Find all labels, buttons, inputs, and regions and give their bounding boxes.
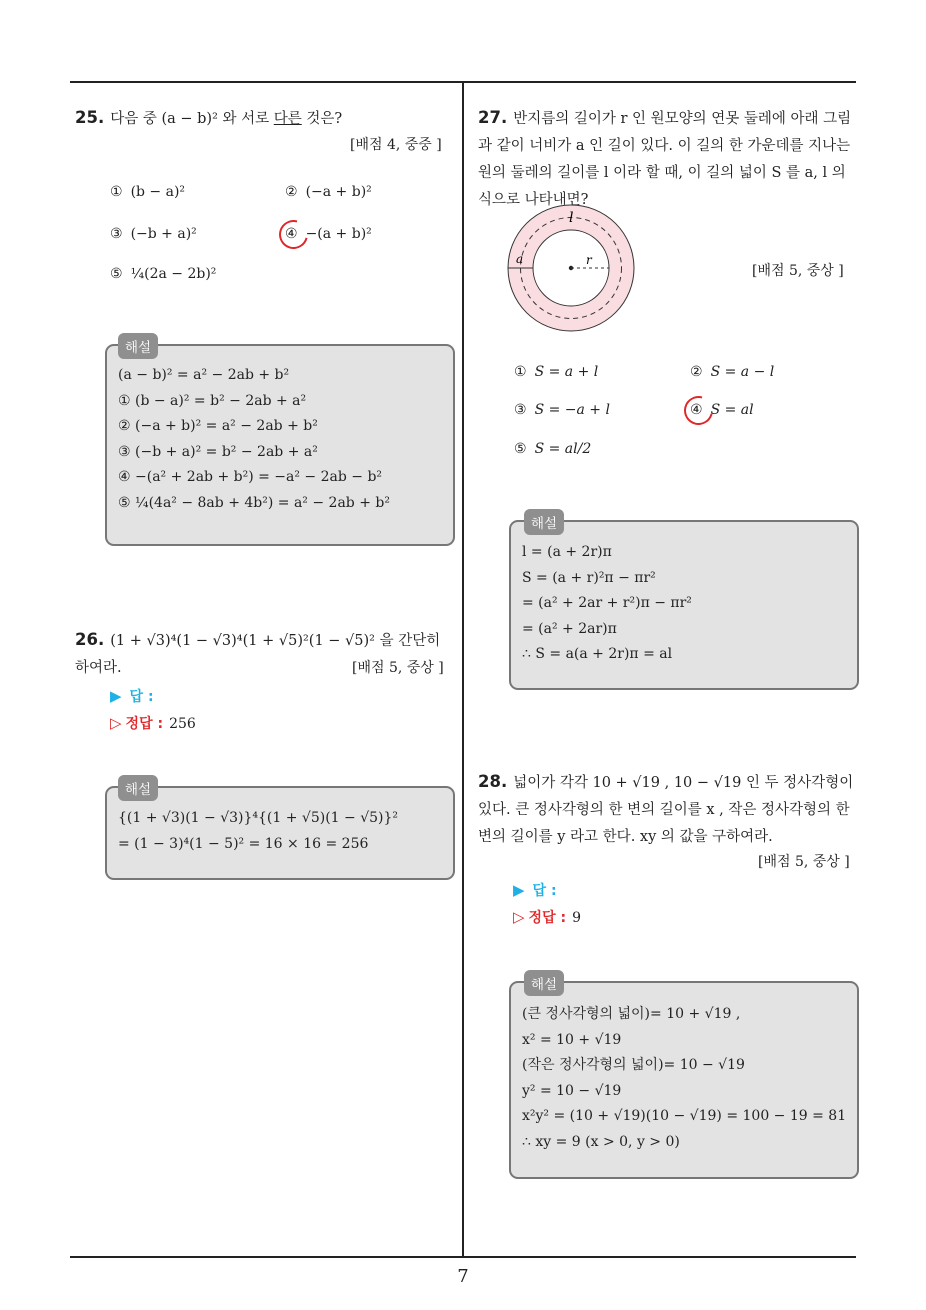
- solution-line: ⑤ ¼(4a² − 8ab + 4b²) = a² − 2ab + b²: [118, 494, 390, 511]
- solution-line: ∴ S = a(a + 2r)π = al: [522, 646, 673, 662]
- solution-line: = (a² + 2ar)π: [522, 620, 617, 637]
- choice-text: S = al: [710, 402, 754, 418]
- choice-text: S = al/2: [534, 441, 592, 457]
- solution-text: [118, 363, 390, 516]
- choice-number: ③: [110, 226, 123, 242]
- choice-number: ⑤: [514, 441, 527, 457]
- choice-text: S = −a + l: [534, 402, 610, 418]
- question-text-underlined: 다른: [273, 111, 302, 127]
- solution-line: = (a² + 2ar + r²)π − πr²: [522, 595, 692, 611]
- solution-line: x²y² = (10 + √19)(10 − √19) = 100 − 19 = 81: [522, 1108, 847, 1124]
- play-arrow-icon: ▶: [513, 881, 525, 899]
- pond-path-figure: [503, 200, 643, 340]
- choice-4[interactable]: [690, 402, 754, 418]
- question-text: 반지름의 길이가 r 인 원모양의 연못 둘레에 아래 그림과 같이 너비가 a 인 길이 있다. 이 길의 한 가운데를 지나는 원의 둘레의 길이를 l 이라 할 때, 이 길의 넓이 S 를 a, l 의 식으로 나타내면?: [478, 111, 852, 208]
- choice-1[interactable]: [110, 184, 185, 200]
- choice-5[interactable]: [514, 441, 591, 457]
- choice-number: ①: [514, 364, 527, 380]
- question-text: 다음 중 (a − b)² 와 서로: [110, 111, 274, 127]
- question-text: 넓이가 각각 10 + √19 , 10 − √19 인 두 정사각형이 있다. 큰 정사각형의 한 변의 길이를 x , 작은 정사각형의 한 변의 길이를 y 라고 한다. xy 의 값을 구하여라.: [478, 775, 854, 845]
- column-divider: [462, 82, 464, 1258]
- answer-input-row[interactable]: [513, 880, 557, 900]
- label-r: r: [586, 253, 592, 267]
- solution-tag: 해설: [118, 775, 158, 801]
- question-28: [478, 768, 858, 851]
- solution-line: ④ −(a² + 2ab + b²) = −a² − 2ab − b²: [118, 469, 383, 485]
- label-l: l: [569, 210, 574, 226]
- correct-answer-row: [110, 713, 196, 733]
- solution-line: (a − b)² = a² − 2ab + b²: [118, 367, 290, 383]
- points-label: [배점 5, 중상 ]: [758, 854, 850, 870]
- bottom-rule: [70, 1256, 856, 1258]
- question-25: [75, 104, 455, 133]
- solution-line: l = (a + 2r)π: [522, 544, 612, 560]
- solution-text: [522, 540, 692, 668]
- points-label: [배점 5, 중상 ]: [752, 263, 844, 279]
- solution-line: {(1 + √3)(1 − √3)}⁴{(1 + √5)(1 − √5)}²: [118, 810, 399, 826]
- solution-line: ① (b − a)² = b² − 2ab + a²: [118, 392, 307, 409]
- question-text: (1 + √3)⁴(1 − √3)⁴(1 + √5)²(1 − √5)² 을 간단히 하여라.: [75, 633, 441, 676]
- question-27: [478, 104, 858, 214]
- question-number: 28.: [478, 772, 508, 791]
- choice-number: ⑤: [110, 266, 123, 282]
- question-number: 26.: [75, 630, 105, 649]
- correct-value: 9: [572, 910, 581, 926]
- choice-number-marked: ④: [285, 226, 298, 242]
- solution-text: [522, 1002, 846, 1155]
- choice-number-marked: ④: [690, 402, 703, 418]
- choice-4[interactable]: [285, 226, 372, 242]
- solution-line: y² = 10 − √19: [522, 1082, 622, 1099]
- solution-line: ∴ xy = 9 (x > 0, y > 0): [522, 1133, 680, 1150]
- label-a: a: [516, 252, 524, 266]
- choice-5[interactable]: [110, 266, 216, 282]
- question-text-end: 것은?: [301, 111, 343, 127]
- correct-value: 256: [169, 716, 196, 732]
- solution-line: = (1 − 3)⁴(1 − 5)² = 16 × 16 = 256: [118, 835, 369, 852]
- choice-text: (−a + b)²: [305, 184, 372, 200]
- correct-label: 정답 :: [125, 716, 164, 732]
- solution-tag: 해설: [524, 970, 564, 996]
- choice-2[interactable]: [690, 364, 774, 380]
- solution-line: ③ (−b + a)² = b² − 2ab + a²: [118, 443, 318, 460]
- choice-1[interactable]: [514, 364, 598, 380]
- choice-3[interactable]: [514, 402, 610, 418]
- choice-text: (b − a)²: [130, 184, 186, 200]
- answer-input-row[interactable]: [110, 686, 154, 706]
- choice-3[interactable]: [110, 226, 197, 242]
- choice-number: ②: [285, 184, 298, 200]
- choice-number: ①: [110, 184, 123, 200]
- choice-text: ¼(2a − 2b)²: [130, 266, 217, 282]
- choice-number: ②: [690, 364, 703, 380]
- answer-label: 답 :: [129, 689, 154, 705]
- solution-tag: 해설: [524, 509, 564, 535]
- solution-tag: 해설: [118, 333, 158, 359]
- outline-arrow-icon: ▷: [513, 908, 525, 926]
- choice-text: S = a + l: [534, 364, 599, 380]
- correct-answer-row: [513, 907, 581, 927]
- points-label: [배점 4, 중중 ]: [350, 137, 442, 153]
- choice-text: (−b + a)²: [130, 226, 197, 242]
- choice-number: ③: [514, 402, 527, 418]
- outline-arrow-icon: ▷: [110, 714, 122, 732]
- play-arrow-icon: ▶: [110, 687, 122, 705]
- solution-line: x² = 10 + √19: [522, 1031, 622, 1048]
- question-number: 25.: [75, 108, 105, 127]
- answer-mark-circle: [274, 215, 314, 255]
- answer-mark-circle: [679, 391, 719, 431]
- solution-line: ② (−a + b)² = a² − 2ab + b²: [118, 418, 318, 434]
- choice-text: S = a − l: [710, 364, 775, 380]
- solution-line: (큰 정사각형의 넓이)= 10 + √19 ,: [522, 1006, 741, 1022]
- answer-label: 답 :: [532, 883, 557, 899]
- choice-2[interactable]: [285, 184, 372, 200]
- solution-text: [118, 806, 398, 857]
- solution-line: S = (a + r)²π − πr²: [522, 569, 656, 586]
- choice-text: −(a + b)²: [305, 226, 372, 242]
- points-label: [배점 5, 중상 ]: [352, 660, 444, 676]
- solution-line: (작은 정사각형의 넓이)= 10 − √19: [522, 1057, 745, 1073]
- correct-label: 정답 :: [528, 910, 567, 926]
- page-number: 7: [457, 1266, 469, 1287]
- question-number: 27.: [478, 108, 508, 127]
